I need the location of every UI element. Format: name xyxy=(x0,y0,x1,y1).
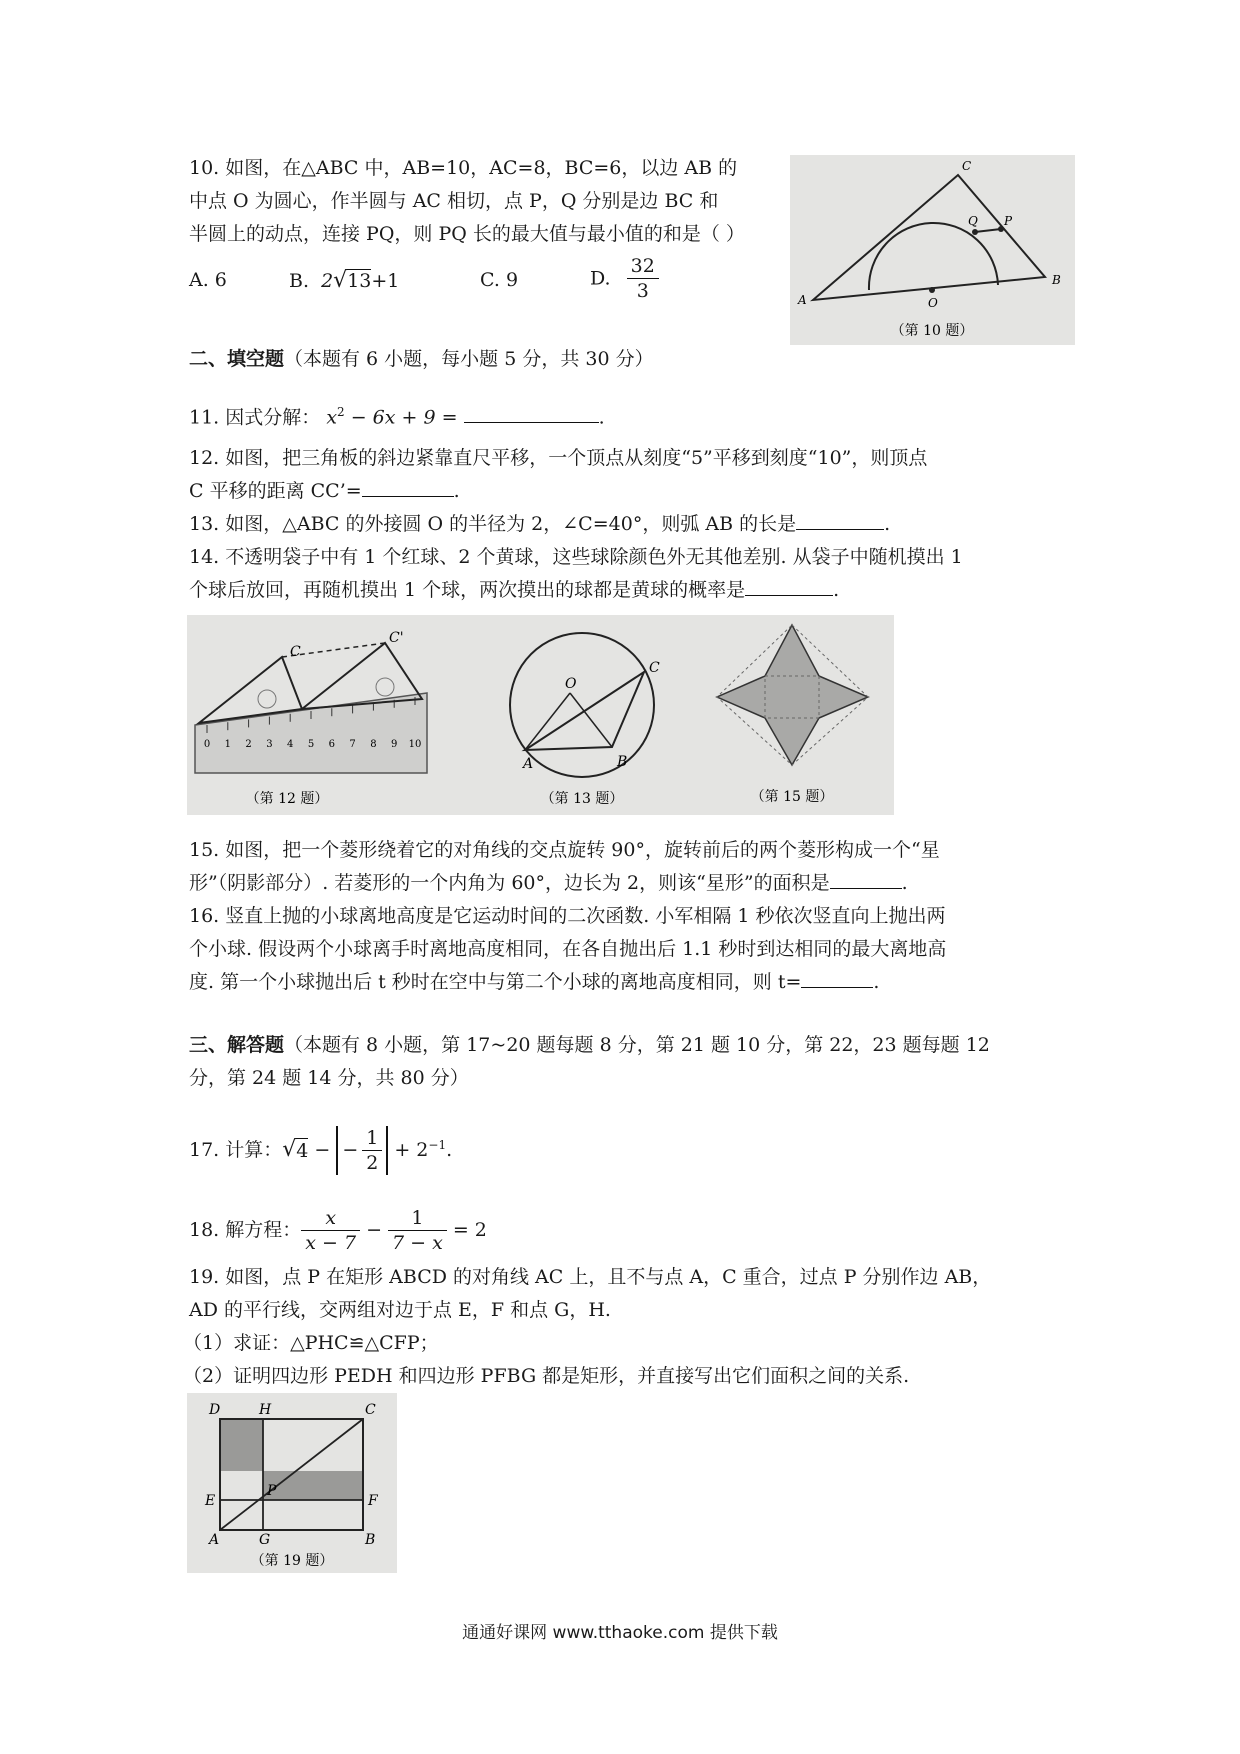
label-e: E xyxy=(205,1493,216,1509)
q10-option-b-coef: 2 xyxy=(321,270,334,292)
ruler-tick-label: 6 xyxy=(328,739,335,750)
ruler-tick-label: 2 xyxy=(245,739,252,750)
segment-pq xyxy=(975,229,1001,232)
q17-inner-minus: − xyxy=(342,1139,359,1161)
point-o xyxy=(929,287,935,293)
q19-line2: AD 的平行线，交两组对边于点 E，F 和点 G，H. xyxy=(189,1299,611,1321)
q18-fraction-1 xyxy=(301,1206,360,1255)
q11 xyxy=(189,395,605,435)
ruler-tick-label: 0 xyxy=(203,739,211,750)
radius-oa xyxy=(525,693,570,750)
q15-answer-blank[interactable] xyxy=(830,866,902,889)
label-a: A xyxy=(798,293,807,307)
q11-expression: − 6x + 9 = xyxy=(344,406,458,429)
q12-line2 xyxy=(189,474,460,509)
q12-line1: 12. 如图，把三角板的斜边紧靠直尺平移，一个顶点从刻度“5”平移到刻度“10”，则顶点 xyxy=(189,447,928,469)
footer-download-note: 通通好课网 www.tthaoke.com 提供下载 xyxy=(462,1623,778,1643)
q16-end: . xyxy=(873,971,880,993)
caption-q13: （第 13 题） xyxy=(540,791,624,807)
q10-option-b-radicand: 13 xyxy=(347,270,372,292)
label-o: O xyxy=(565,676,577,692)
ruler-tick-label: 7 xyxy=(349,739,356,750)
shaded-rect-pedh xyxy=(220,1419,263,1471)
figure-q10 xyxy=(790,155,1075,345)
q18-denominator-2: 7 − x xyxy=(392,1231,443,1254)
label-o: O xyxy=(928,296,938,310)
label-h: H xyxy=(259,1402,272,1418)
sqrt-icon: √ xyxy=(282,1137,297,1162)
q13-text: 13. 如图，△ABC 的外接圆 O 的半径为 2，∠C=40°，则弧 AB 的长是 xyxy=(189,513,797,535)
q10-option-d xyxy=(590,254,659,303)
q16-line3-text: 度. 第一个小球抛出后 t 秒时在空中与第二个小球的离地高度相同，则 t= xyxy=(189,971,802,993)
label-b: B xyxy=(617,754,628,770)
section-2-desc: （本题有 6 小题，每小题 5 分，共 30 分） xyxy=(284,348,654,370)
q13-answer-blank[interactable] xyxy=(796,507,884,530)
figure-q19 xyxy=(187,1393,397,1573)
q17-exponent: −1 xyxy=(428,1138,447,1152)
q10-option-c: C. 9 xyxy=(480,269,519,291)
q11-exponent: 2 xyxy=(337,405,345,419)
q19-part2: （2）证明四边形 PEDH 和四边形 PFBG 都是矩形，并直接写出它们面积之间的关系. xyxy=(183,1365,910,1387)
ruler-tick-label: 5 xyxy=(307,739,315,750)
q17-prefix: 17. 计算： xyxy=(189,1139,283,1161)
q17-absolute-value xyxy=(336,1126,388,1175)
label-c: C xyxy=(365,1402,376,1418)
q10-option-a: A. 6 xyxy=(189,269,227,291)
triangle-hole-1 xyxy=(258,690,276,708)
q10-option-d-denominator: 3 xyxy=(636,280,649,302)
label-c: C xyxy=(290,644,301,660)
q19-line1: 19. 如图，点 P 在矩形 ABCD 的对角线 AC 上，且不与点 A，C 重合，过点 P 分别作边 AB， xyxy=(189,1266,992,1288)
caption-q12: （第 12 题） xyxy=(245,791,329,807)
q19-part1: （1）求证：△PHC≌△CFP； xyxy=(183,1332,439,1354)
q16-line3 xyxy=(189,965,879,1000)
label-c-prime: C' xyxy=(389,630,404,646)
star-shape xyxy=(717,625,868,765)
q15-line2 xyxy=(189,866,908,901)
section-3-heading xyxy=(189,1028,990,1063)
label-b: B xyxy=(1052,273,1061,287)
caption-q10: （第 10 题） xyxy=(890,323,974,339)
q10-option-b-rest: +1 xyxy=(371,270,400,292)
q18-denominator-1: x − 7 xyxy=(305,1231,357,1254)
section-3-line2: 分，第 24 题 14 分，共 80 分） xyxy=(189,1067,469,1089)
q15-line2-text: 形”（阴影部分）. 若菱形的一个内角为 60°，边长为 2，则该“星形”的面积是 xyxy=(189,872,830,894)
figure-q15 xyxy=(717,625,868,805)
q14-end: . xyxy=(833,579,840,601)
label-c: C xyxy=(962,159,972,173)
q10-option-b xyxy=(289,263,399,299)
label-p: P xyxy=(1004,214,1013,228)
ruler-tick-label: 1 xyxy=(224,739,231,750)
triangle-abc xyxy=(813,175,1045,300)
q17-numerator: 1 xyxy=(362,1126,382,1151)
label-b: B xyxy=(365,1532,376,1548)
q10-option-b-label: B. xyxy=(289,270,310,292)
q16-line2: 个小球. 假设两个小球离手时离地高度相同，在各自抛出后 1.1 秒时到达相同的最大离地高 xyxy=(189,938,947,960)
q18-fraction-2 xyxy=(388,1206,447,1255)
label-p: P xyxy=(267,1483,277,1499)
q14-line2 xyxy=(189,573,839,608)
label-c: C xyxy=(649,660,660,676)
q10-option-d-label: D. xyxy=(590,267,611,290)
q18-minus: − xyxy=(366,1219,382,1241)
section-3-line1: （本题有 8 小题，第 17~20 题每题 8 分，第 21 题 10 分，第 22，23 题每题 12 xyxy=(284,1034,990,1056)
point-q xyxy=(972,229,978,235)
q16-answer-blank[interactable] xyxy=(801,965,873,988)
q13 xyxy=(189,507,890,542)
q15-line1: 15. 如图，把一个菱形绕着它的对角线的交点旋转 90°，旋转前后的两个菱形构成一个“星 xyxy=(189,839,940,861)
q18-numerator-1: x xyxy=(301,1206,360,1231)
q14-line2-text: 个球后放回，再随机摸出 1 个球，两次摸出的球都是黄球的概率是 xyxy=(189,579,746,601)
q17-fraction xyxy=(362,1126,382,1175)
ruler-tick-label: 10 xyxy=(408,739,422,750)
q17-end: . xyxy=(446,1139,453,1161)
q18-prefix: 18. 解方程： xyxy=(189,1219,302,1241)
q17-radicand: 4 xyxy=(296,1139,309,1162)
ruler-tick-label: 3 xyxy=(266,739,273,750)
q13-end: . xyxy=(884,513,891,535)
label-f: F xyxy=(368,1493,378,1509)
label-d: D xyxy=(209,1402,221,1418)
q12-line2-text: C 平移的距离 CC’= xyxy=(189,480,362,502)
figure-q12 xyxy=(195,630,427,807)
q14-line1: 14. 不透明袋子中有 1 个红球、2 个黄球，这些球除颜色外无其他差别. 从袋子中随机摸出 1 xyxy=(189,546,963,568)
caption-q19: （第 19 题） xyxy=(250,1553,334,1569)
sqrt-icon: √ xyxy=(333,268,348,293)
ruler-tick-label: 9 xyxy=(391,739,398,750)
caption-q15: （第 15 题） xyxy=(750,789,834,805)
ruler xyxy=(195,693,427,773)
radius-ob xyxy=(570,693,612,747)
label-q: Q xyxy=(968,214,978,228)
q18-rhs: = 2 xyxy=(452,1219,487,1241)
q18-numerator-2: 1 xyxy=(388,1206,447,1231)
q10-line1: 10. 如图，在△ABC 中，AB=10，AC=8，BC=6，以边 AB 的 xyxy=(189,157,738,179)
q11-end: . xyxy=(598,406,605,429)
figure-q13 xyxy=(510,633,660,807)
q12-answer-blank[interactable] xyxy=(362,474,454,497)
q11-x: x xyxy=(326,406,338,429)
label-a: A xyxy=(209,1532,220,1548)
q17-denominator: 2 xyxy=(366,1151,379,1174)
q14-answer-blank[interactable] xyxy=(745,573,833,596)
figures-q12-q13-q15 xyxy=(187,615,894,815)
q17-minus: − xyxy=(314,1139,331,1161)
q11-answer-blank[interactable] xyxy=(464,400,599,423)
q12-end: . xyxy=(453,480,460,502)
q11-prefix: 11. 因式分解： xyxy=(189,406,321,429)
q10-option-d-numerator: 32 xyxy=(627,254,659,279)
q17 xyxy=(189,1115,452,1185)
q15-end: . xyxy=(901,872,908,894)
label-a: A xyxy=(523,756,534,772)
label-g: G xyxy=(259,1532,271,1548)
ruler-tick-label: 4 xyxy=(287,739,294,750)
q18 xyxy=(189,1195,487,1265)
q10-line3: 半圆上的动点，连接 PQ，则 PQ 长的最大值与最小值的和是（ ） xyxy=(189,223,745,245)
q10-line2: 中点 O 为圆心，作半圆与 AC 相切，点 P，Q 分别是边 BC 和 xyxy=(189,190,719,212)
triangle-hole-2 xyxy=(376,678,394,696)
semicircle xyxy=(869,223,998,290)
q10-option-d-fraction xyxy=(627,254,659,303)
section-2-title: 二、填空题 xyxy=(189,348,285,370)
section-3-title: 三、解答题 xyxy=(189,1034,285,1056)
q16-line1: 16. 竖直上抛的小球离地高度是它运动时间的二次函数. 小军相隔 1 秒依次竖直向上抛出两 xyxy=(189,905,946,927)
q17-plus-two: + 2 xyxy=(394,1139,429,1161)
section-2-heading xyxy=(189,342,654,377)
ruler-tick-label: 8 xyxy=(370,739,377,750)
